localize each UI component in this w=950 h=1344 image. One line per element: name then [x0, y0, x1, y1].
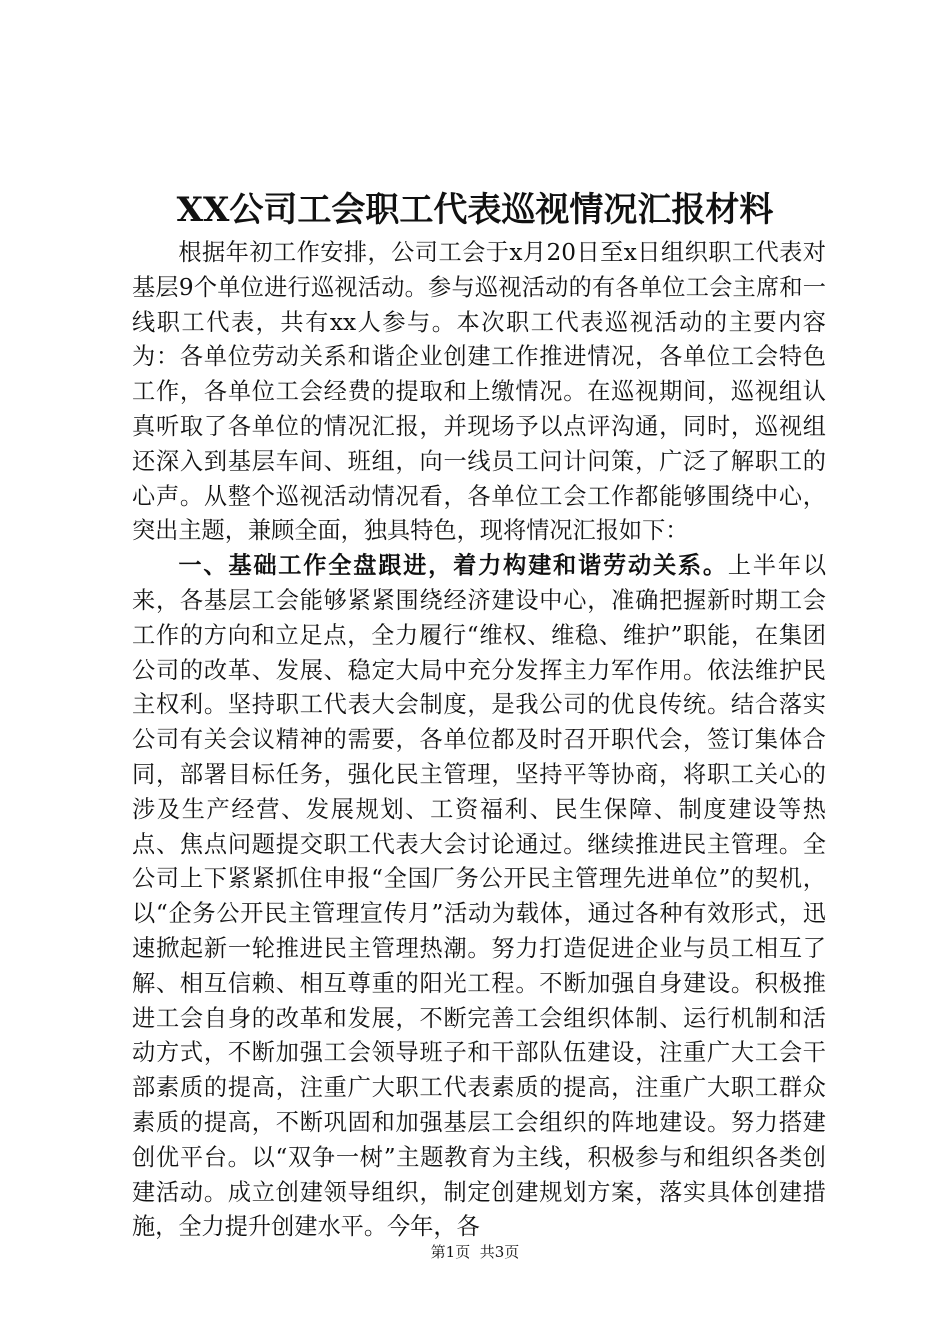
page-total: 共3页	[479, 1243, 520, 1261]
section-one-text: 上半年以来，各基层工会能够紧紧围绕经济建设中心，准确把握新时期工会工作的方向和立足点，全力履行“维权、维稳、维护”职能，在集团公司的改革、发展、稳定大局中充分发挥主力军作用。依法维护民主权利。坚持职工代表大会制度，是我公司的优良传统。结合落实公司有关会议精神的需要，各单位都及时召开职代会，签订集体合同，部署目标任务，强化民主管理，坚持平等协商，将职工关心的涉及生产经营、发展规划、工资福利、民生保障、制度建设等热点、焦点问题提交职工代表大会讨论通过。继续推进民主管理。全公司上下紧紧抓住申报“全国厂务公开民主管理先进单位”的契机，以“企务公开民主管理宣传月”活动为载体，通过各种有效形式，迅速掀起新一轮推进民主管理热潮。努力打造促进企业与员工相互了解、相互信赖、相互尊重的阳光工程。不断加强自身建设。积极推进工会自身的改革和发展，不断完善工会组织体制、运行机制和活动方式，不断加强工会领导班子和干部队伍建设，注重广大工会干部素质的提高，注重广大职工代表素质的提高，注重广大职工群众素质的提高，不断巩固和加强基层工会组织的阵地建设。努力搭建创优平台。以“双争一树”主题教育为主线，积极参与和组织各类创建活动。成立创建领导组织，制定创建规划方案，落实具体创建措施，全力提升创建水平。今年，各	[132, 552, 827, 1241]
section-one-heading: 一、基础工作全盘跟进，着力构建和谐劳动关系。	[178, 552, 728, 580]
section-one-paragraph	[132, 549, 826, 1245]
page-number: 第1页	[430, 1243, 471, 1261]
intro-paragraph-text: 根据年初工作安排，公司工会于x月20日至x日组织职工代表对基层9个单位进行巡视活动。参与巡视活动的有各单位工会主席和一线职工代表，共有xx人参与。本次职工代表巡视活动的主要内容为：各单位劳动关系和谐企业创建工作推进情况，各单位工会特色工作，各单位工会经费的提取和上缴情况。在巡视期间，巡视组认真听取了各单位的情况汇报，并现场予以点评沟通，同时，巡视组还深入到基层车间、班组，向一线员工问计问策，广泛了解职工的心声。从整个巡视活动情况看，各单位工会工作都能够围绕中心，突出主题，兼顾全面，独具特色，现将情况汇报如下：	[132, 239, 826, 545]
intro-paragraph	[132, 236, 826, 549]
document-title: XX公司工会职工代表巡视情况汇报材料	[176, 190, 774, 230]
document-body	[132, 236, 826, 1245]
page-footer	[0, 1241, 950, 1263]
